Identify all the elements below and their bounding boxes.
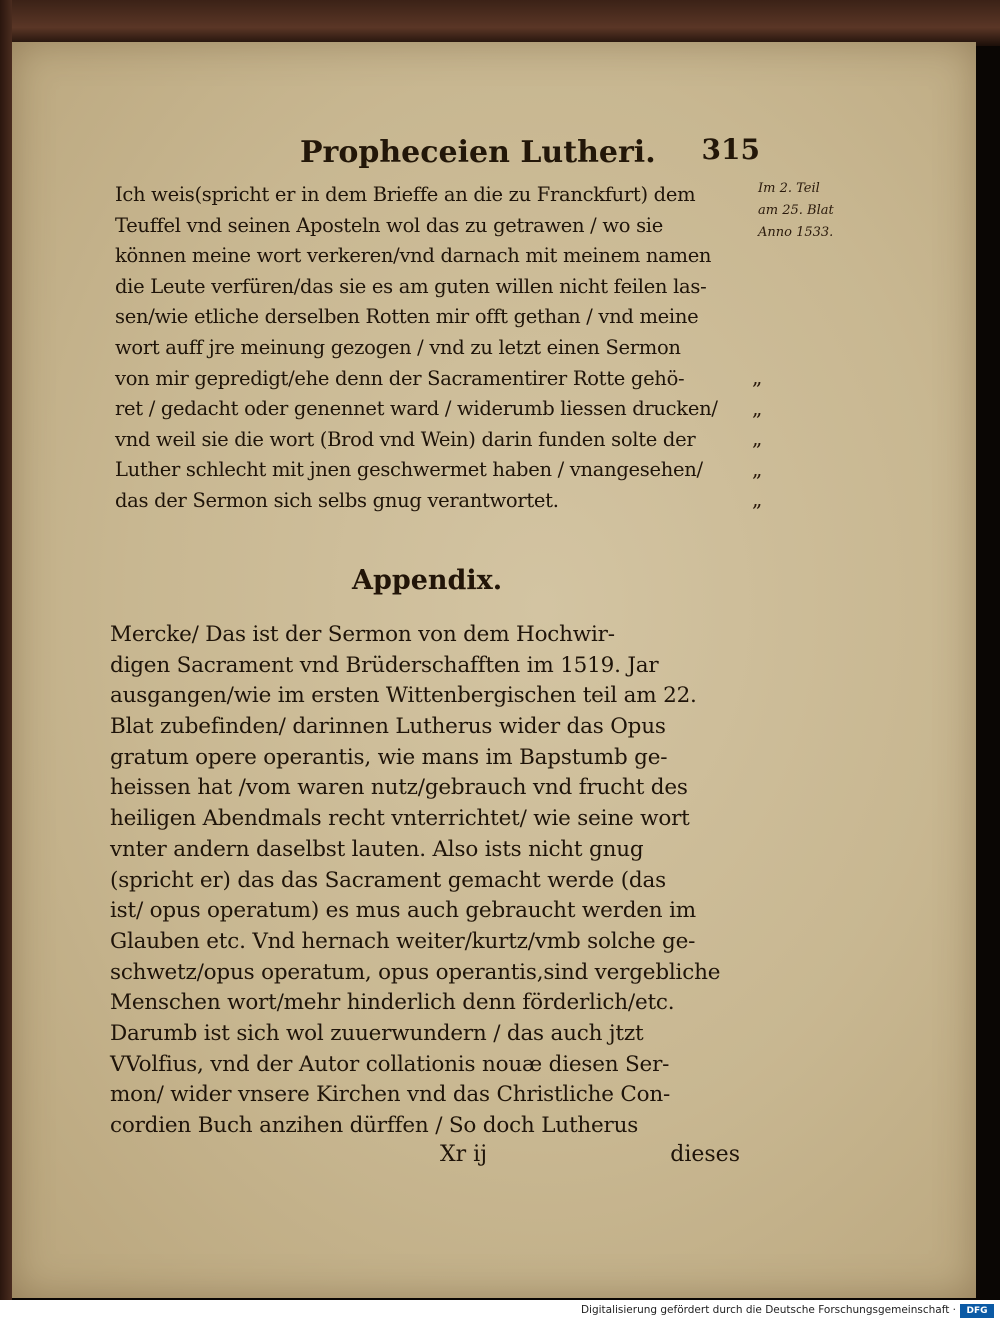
text-line: mon/ wider vnsere Kirchen vnd das Christliche Con-: [110, 1082, 671, 1108]
book-top-edge: [0, 0, 1000, 46]
margin-note-line: Anno 1533.: [758, 225, 834, 240]
page-footer-line: [440, 1142, 740, 1176]
quote-mark: „: [752, 395, 763, 420]
text-line: vnter andern daselbst lauten. Also ists nicht gnug: [110, 836, 644, 862]
text-line: gratum opere operantis, wie mans im Bapstumb ge-: [110, 744, 668, 770]
margin-note-line: am 25. Blat: [758, 203, 834, 218]
signature-mark: Xr ij: [440, 1142, 488, 1167]
running-head-title: Propheceien Lutheri.: [300, 135, 656, 170]
running-head: [300, 135, 760, 175]
quote-marks-column: [752, 362, 778, 515]
text-line: VVolfius, vnd der Autor collationis nouæ diesen Ser-: [110, 1051, 670, 1077]
text-line: Menschen wort/mehr hinderlich denn förderlich/etc.: [110, 990, 675, 1016]
quote-mark: „: [752, 365, 763, 389]
text-line: ret / gedacht oder genennet ward / widerumb liessen drucken/: [115, 397, 718, 421]
text-line: vnd weil sie die wort (Brod vnd Wein) darin funden solte der: [115, 427, 696, 451]
text-line: von mir gepredigt/ehe denn der Sacramentirer Rotte gehö-: [115, 366, 685, 390]
text-line: Glauben etc. Vnd hernach weiter/kurtz/vmb solche ge-: [110, 928, 696, 954]
quote-mark: „: [752, 426, 763, 451]
text-line: digen Sacrament vnd Brüderschafften im 1519. Jar: [110, 652, 659, 678]
book-left-edge: [0, 0, 12, 1300]
text-line: Darumb ist sich wol zuuerwundern / das auch jtzt: [110, 1020, 644, 1046]
text-line: die Leute verfüren/das sie es am guten willen nicht feilen las-: [115, 274, 707, 298]
quote-mark: „: [752, 487, 763, 512]
dfg-logo[interactable]: DFG: [960, 1304, 994, 1318]
text-line: Mercke/ Das ist der Sermon von dem Hochwir-: [110, 622, 615, 647]
margin-note-line: Im 2. Teil: [758, 181, 820, 196]
viewer-footer: [0, 1300, 1000, 1323]
paragraph-1: [115, 180, 760, 517]
text-line: ist/ opus operatum) es mus auch gebraucht werden im: [110, 898, 696, 924]
text-line: Blat zubefinden/ darinnen Lutherus wider das Opus: [110, 714, 666, 740]
text-line: Teuffel vnd seinen Aposteln wol das zu getrawen / wo sie: [115, 213, 663, 237]
text-line: heiligen Abendmals recht vnterrichtet/ wie seine wort: [110, 806, 690, 832]
text-line: können meine wort verkeren/vnd darnach mit meinem namen: [115, 244, 712, 268]
text-line: schwetz/opus operatum, opus operantis,sind vergebliche: [110, 959, 721, 985]
text-line: Luther schlecht mit jnen geschwermet haben / vnangesehen/: [115, 458, 703, 482]
appendix-heading: Appendix.: [352, 565, 503, 596]
text-line: ausgangen/wie im ersten Wittenbergischen teil am 22.: [110, 683, 697, 709]
text-line: heissen hat /vom waren nutz/gebrauch vnd frucht des: [110, 775, 688, 801]
paragraph-2: [110, 620, 765, 1142]
text-line: sen/wie etliche derselben Rotten mir offt gethan / vnd meine: [115, 305, 699, 329]
text-line: cordien Buch anzihen dürffen / So doch Lutherus: [110, 1113, 639, 1138]
funding-credit: Digitalisierung gefördert durch die Deutsche Forschungsgemeinschaft ·: [580, 1304, 956, 1316]
text-line: Ich weis(spricht er in dem Brieffe an die zu Franckfurt) dem: [115, 183, 696, 206]
quote-mark: „: [752, 456, 763, 481]
text-line: wort auff jre meinung gezogen / vnd zu letzt einen Sermon: [115, 335, 681, 359]
text-line: das der Sermon sich selbs gnug verantwortet.: [115, 488, 559, 512]
text-line: (spricht er) das das Sacrament gemacht werde (das: [110, 867, 666, 893]
catchword: dieses: [670, 1142, 740, 1167]
margin-note: [758, 178, 878, 244]
page-number: 315: [701, 133, 760, 166]
